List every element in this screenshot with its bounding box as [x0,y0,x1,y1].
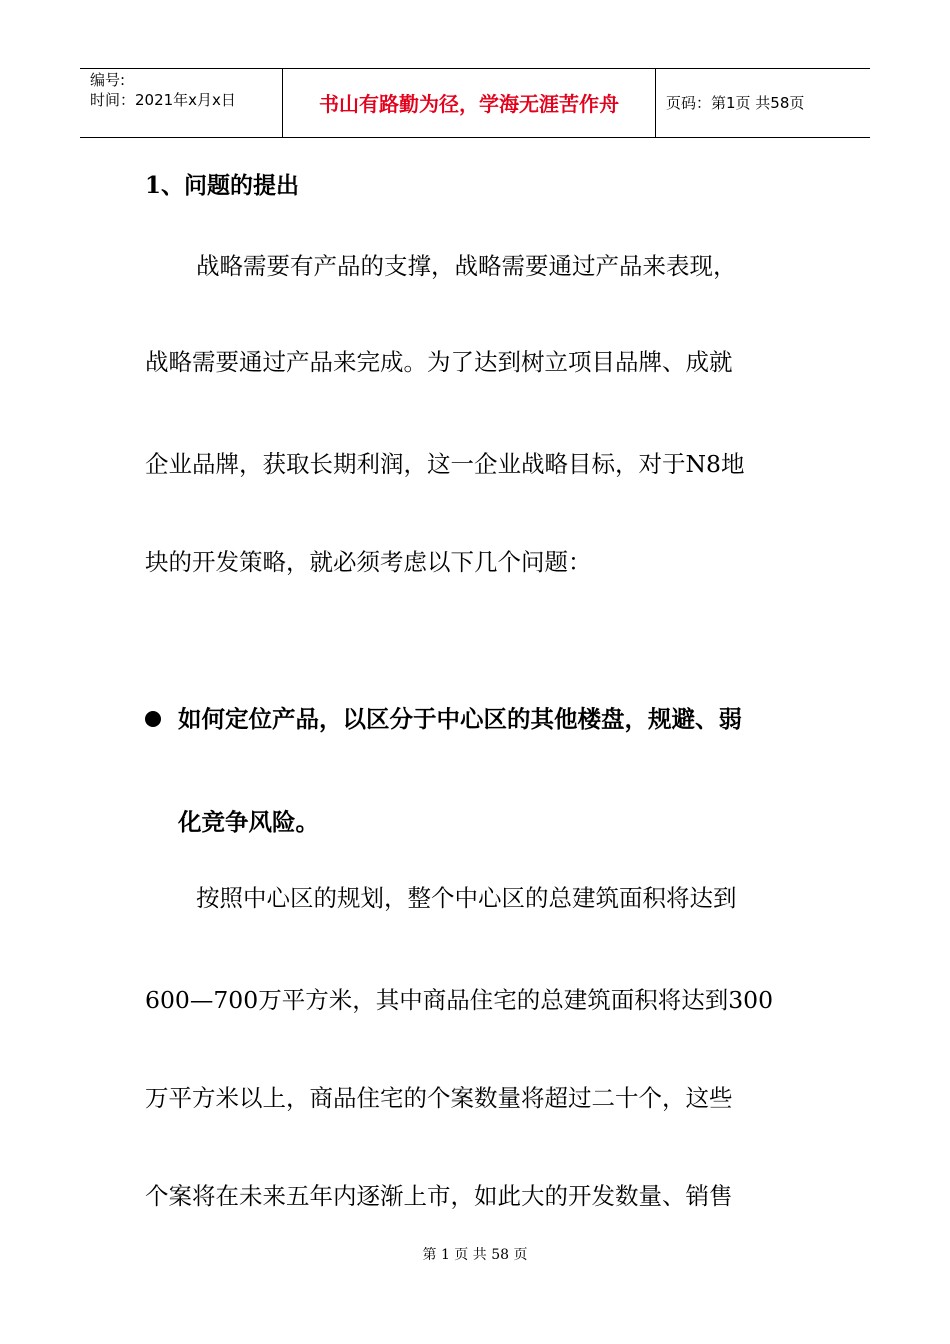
header-page-info: 页码：第1页 共58页 [666,94,805,112]
bullet-text-line: 如何定位产品，以区分于中心区的其他楼盘，规避、弱 [178,705,742,733]
document-date-label: 时间：2021年x月x日 [90,91,236,109]
paragraph-line: 战略需要通过产品来完成。为了达到树立项目品牌、成就 [145,348,733,376]
header-motto: 书山有路勤为径，学海无涯苦作舟 [319,92,619,116]
document-number-label: 编号: [90,71,126,89]
paragraph-line: 块的开发策略，就必须考虑以下几个问题： [145,548,592,576]
bullet-icon [145,711,161,727]
paragraph-line: 个案将在未来五年内逐渐上市，如此大的开发数量、销售 [145,1182,733,1210]
section-heading: 1、问题的提出 [145,172,300,199]
document-header [80,68,870,138]
paragraph-line: 按照中心区的规划，整个中心区的总建筑面积将达到 [196,884,737,912]
header-meta-cell [80,69,283,137]
paragraph-line: 600—700万平方米，其中商品住宅的总建筑面积将达到300 [145,986,774,1014]
page-footer: 第 1 页 共 58 页 [422,1247,528,1263]
paragraph-line: 企业品牌，获取长期利润，这一企业战略目标，对于N8地 [145,450,745,478]
header-motto-cell [283,69,656,137]
bullet-text-line: 化竞争风险。 [178,808,319,836]
header-page-cell [656,69,870,137]
paragraph-line: 战略需要有产品的支撑，战略需要通过产品来表现， [196,252,737,280]
paragraph-line: 万平方米以上，商品住宅的个案数量将超过二十个，这些 [145,1084,733,1112]
